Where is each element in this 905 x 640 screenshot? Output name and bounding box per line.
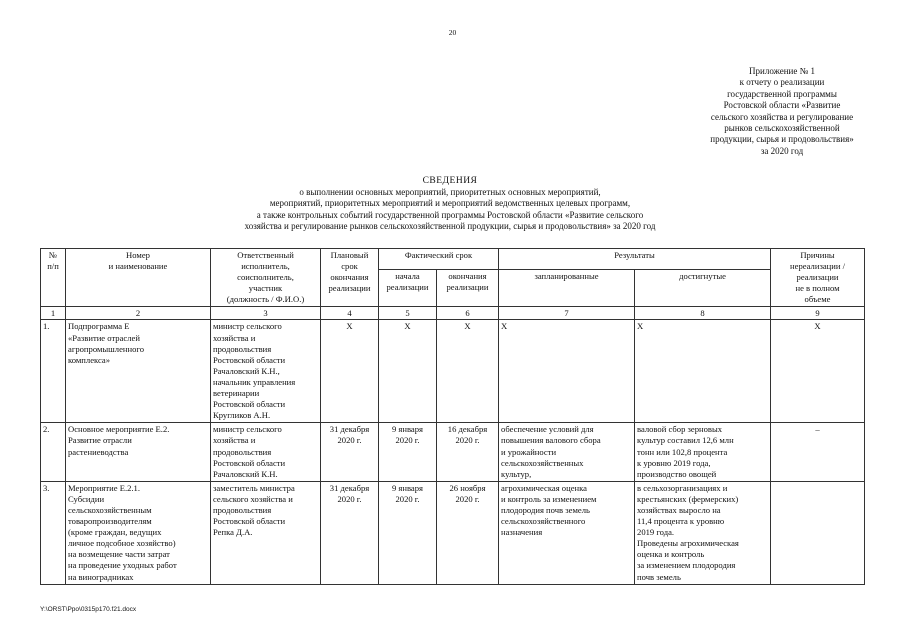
appendix-line: продукции, сырья и продовольствия» — [710, 134, 854, 145]
cell-line: сельскохозяйственным — [68, 504, 152, 515]
cell-line: валовой сбор зерновых — [637, 424, 723, 435]
column-number: 8 — [635, 307, 771, 320]
header-line: реализации — [796, 272, 839, 283]
actual-end-date — [437, 481, 499, 584]
cell-line: сельскохозяйственного — [501, 516, 586, 527]
report-title-block — [190, 176, 710, 232]
cell-line: агропромышленного — [68, 343, 144, 354]
header-results: Результаты — [499, 249, 771, 270]
column-number: 6 — [437, 307, 499, 320]
page-number: 20 — [448, 28, 457, 37]
cell-line: повышения валового сбора — [501, 435, 601, 446]
appendix-line: к отчету о реализации — [739, 77, 825, 88]
achieved-results — [635, 481, 771, 584]
cell-line: Х — [464, 321, 471, 332]
cell-line: Х — [814, 321, 821, 332]
cell-line: Ростовской области — [213, 399, 286, 410]
cell-line: Х — [404, 321, 411, 332]
cell-line: хозяйства и — [213, 435, 256, 446]
cell-line: 11,4 процента к уровню — [637, 516, 725, 527]
appendix-line: Приложение № 1 — [749, 66, 815, 76]
header-line: объеме — [804, 294, 831, 305]
cell-line: министр сельского — [213, 321, 282, 332]
header-line: реализации — [386, 282, 429, 293]
actual-start-date — [379, 423, 437, 481]
planned-end-date — [321, 423, 379, 481]
appendix-line: Ростовской области «Развитие — [723, 100, 841, 111]
table-row — [41, 423, 865, 481]
appendix-line: рынков сельскохозяйственной — [724, 123, 840, 134]
planned-end-date — [321, 481, 379, 584]
cell-line: хозяйства и — [213, 332, 256, 343]
cell-line: к уровню 2019 года, — [637, 457, 711, 468]
header-actual-end — [437, 269, 499, 307]
cell-line: и контроль за изменением — [501, 493, 597, 504]
file-path-footer: Y:\ORST\Ppo\0315p170.f21.docx — [40, 606, 137, 613]
cell-line: сельскохозяйственных — [501, 457, 584, 468]
appendix-line: за 2020 год — [760, 145, 804, 156]
column-number: 5 — [379, 307, 437, 320]
subtitle-line: хозяйства и регулирование рынков сельскохозяйственной продукции, сырья и продовольствия» за 2020 год — [244, 220, 656, 231]
cell-line: 2020 г. — [337, 493, 362, 504]
cell-line: растениеводства — [68, 446, 129, 457]
header-line: окончания — [448, 270, 487, 281]
table-row — [41, 481, 865, 584]
header-name — [66, 249, 211, 307]
cell-line: (кроме граждан, ведущих — [68, 527, 162, 538]
cell-line: на проведение уходных работ — [68, 560, 177, 571]
cell-line: Мероприятие Е.2.1. — [68, 482, 140, 493]
column-number: 9 — [771, 307, 865, 320]
cell-line: 9 января — [391, 424, 423, 435]
achieved-results — [635, 423, 771, 481]
header-line: и наименование — [108, 261, 168, 272]
column-numbers-row — [41, 307, 865, 320]
actual-start-date — [379, 481, 437, 584]
report-title: СВЕДЕНИЯ — [422, 176, 478, 186]
planned-results — [499, 320, 635, 423]
cell-line: культур составил 12,6 млн — [637, 435, 734, 446]
cell-line: ветеринарии — [213, 388, 260, 399]
cell-line: Ростовской области — [213, 354, 286, 365]
non-implementation-reasons — [771, 481, 865, 584]
cell-line: в сельхозорганизациях и — [637, 482, 728, 493]
table-row — [41, 320, 865, 423]
responsible-executor — [211, 481, 321, 584]
cell-line: – — [815, 424, 820, 435]
cell-line: за изменением плодородия — [637, 560, 736, 571]
cell-line: продовольствия — [213, 343, 272, 354]
cell-line: Х — [637, 321, 644, 332]
header-actual-start — [379, 269, 437, 307]
cell-line: Проведены агрохимическая — [637, 538, 739, 549]
cell-line: Х — [501, 321, 508, 332]
appendix-line: государственной программы — [727, 88, 837, 99]
cell-line: Ростовской области — [213, 457, 286, 468]
cell-line: 31 декабря — [329, 482, 370, 493]
header-reasons — [771, 249, 865, 307]
cell-line: Развитие отрасли — [68, 435, 132, 446]
actual-end-date — [437, 423, 499, 481]
header-line: нереализации / — [790, 261, 845, 272]
header-line: не в полном — [795, 283, 840, 294]
responsible-executor — [211, 423, 321, 481]
cell-line: 2020 г. — [455, 493, 480, 504]
column-number: 2 — [66, 307, 211, 320]
row-number: 1. — [41, 320, 66, 423]
cell-line: 2020 г. — [455, 435, 480, 446]
planned-end-date — [321, 320, 379, 423]
cell-line: Репка Д.А. — [213, 527, 253, 538]
cell-line: Подпрограмма Е — [68, 321, 130, 332]
header-line: срок — [341, 261, 358, 272]
cell-line: агрохимическая оценка — [501, 482, 587, 493]
cell-line: и урожайности — [501, 446, 557, 457]
report-subtitle — [190, 187, 710, 232]
item-name — [66, 423, 211, 481]
report-table — [40, 248, 865, 585]
cell-line: производство овощей — [637, 468, 717, 479]
header-actual-term: Фактический срок — [379, 249, 499, 270]
table-header-row — [41, 249, 865, 270]
column-number: 1 — [41, 307, 66, 320]
cell-line: Х — [346, 321, 353, 332]
cell-line: плодородия почв земель — [501, 504, 590, 515]
column-number: 4 — [321, 307, 379, 320]
cell-line: продовольствия — [213, 504, 272, 515]
cell-line: «Развитие отраслей — [68, 332, 140, 343]
appendix-line: сельского хозяйства и регулирование — [710, 111, 854, 122]
header-executor — [211, 249, 321, 307]
header-line: (должность / Ф.И.О.) — [226, 294, 305, 305]
header-line: Номер — [126, 250, 150, 260]
subtitle-line: о выполнении основных мероприятий, приоритетных основных мероприятий, — [299, 187, 601, 198]
header-line: № — [48, 250, 58, 260]
header-line: Плановый — [330, 250, 369, 260]
cell-line: хозяйствах выросло на — [637, 504, 721, 515]
cell-line: 2020 г. — [337, 435, 362, 446]
cell-line: 2019 года. — [637, 527, 675, 538]
subtitle-line: мероприятий, приоритетных мероприятий и мероприятий ведомственных целевых программ, — [269, 198, 631, 209]
header-line: п/п — [47, 261, 59, 272]
actual-start-date — [379, 320, 437, 423]
header-line: реализации — [446, 282, 489, 293]
header-line: начала — [395, 270, 420, 281]
cell-line: Основное мероприятие Е.2. — [68, 424, 170, 435]
cell-line: заместитель министра — [213, 482, 295, 493]
responsible-executor — [211, 320, 321, 423]
cell-line: на виноградниках — [68, 571, 134, 582]
header-line: исполнитель, — [241, 261, 290, 272]
cell-line: 16 декабря — [447, 424, 488, 435]
row-number: 3. — [41, 481, 66, 584]
cell-line: 2020 г. — [395, 435, 420, 446]
cell-line: Ростовской области — [213, 516, 286, 527]
actual-end-date — [437, 320, 499, 423]
cell-line: тонн или 102,8 процента — [637, 446, 728, 457]
non-implementation-reasons — [771, 320, 865, 423]
row-number: 2. — [41, 423, 66, 481]
cell-line: Субсидии — [68, 493, 105, 504]
cell-line: назначения — [501, 527, 543, 538]
cell-line: товаропроизводителям — [68, 516, 152, 527]
item-name — [66, 481, 211, 584]
appendix-caption — [678, 66, 886, 157]
cell-line: личное подсобное хозяйство) — [68, 538, 176, 549]
header-num — [41, 249, 66, 307]
planned-results — [499, 481, 635, 584]
header-line: реализации — [328, 283, 371, 294]
cell-line: 2020 г. — [395, 493, 420, 504]
header-line: участник — [248, 283, 283, 294]
planned-results — [499, 423, 635, 481]
cell-line: Рачаловский К.Н. — [213, 468, 278, 479]
cell-line: 26 ноября — [449, 482, 486, 493]
header-line: Ответственный — [237, 250, 294, 260]
cell-line: 9 января — [391, 482, 423, 493]
table-body — [41, 307, 865, 584]
cell-line: Кругликов А.Н. — [213, 410, 271, 421]
cell-line: на возмещение части затрат — [68, 549, 170, 560]
cell-line: оценка и контроль — [637, 549, 705, 560]
cell-line: продовольствия — [213, 446, 272, 457]
header-results-achieved: достигнутые — [635, 269, 771, 307]
item-name — [66, 320, 211, 423]
cell-line: культур, — [501, 468, 532, 479]
header-line: соисполнитель, — [237, 272, 294, 283]
cell-line: комплекса» — [68, 354, 111, 365]
non-implementation-reasons — [771, 423, 865, 481]
cell-line: начальник управления — [213, 376, 296, 387]
column-number: 7 — [499, 307, 635, 320]
header-line: окончания — [330, 272, 369, 283]
cell-line: министр сельского — [213, 424, 282, 435]
column-number: 3 — [211, 307, 321, 320]
cell-line: сельского хозяйства и — [213, 493, 293, 504]
header-planned-term — [321, 249, 379, 307]
achieved-results — [635, 320, 771, 423]
cell-line: обеспечение условий для — [501, 424, 594, 435]
header-line: Причины — [800, 250, 835, 260]
cell-line: Рачаловский К.Н., — [213, 365, 280, 376]
header-results-planned: запланированные — [499, 269, 635, 307]
cell-line: крестьянских (фермерских) — [637, 493, 739, 504]
cell-line: почв земель — [637, 571, 681, 582]
cell-line: 31 декабря — [329, 424, 370, 435]
subtitle-line: а также контрольных событий государственной программы Ростовской области «Развитие сельского — [256, 209, 644, 220]
